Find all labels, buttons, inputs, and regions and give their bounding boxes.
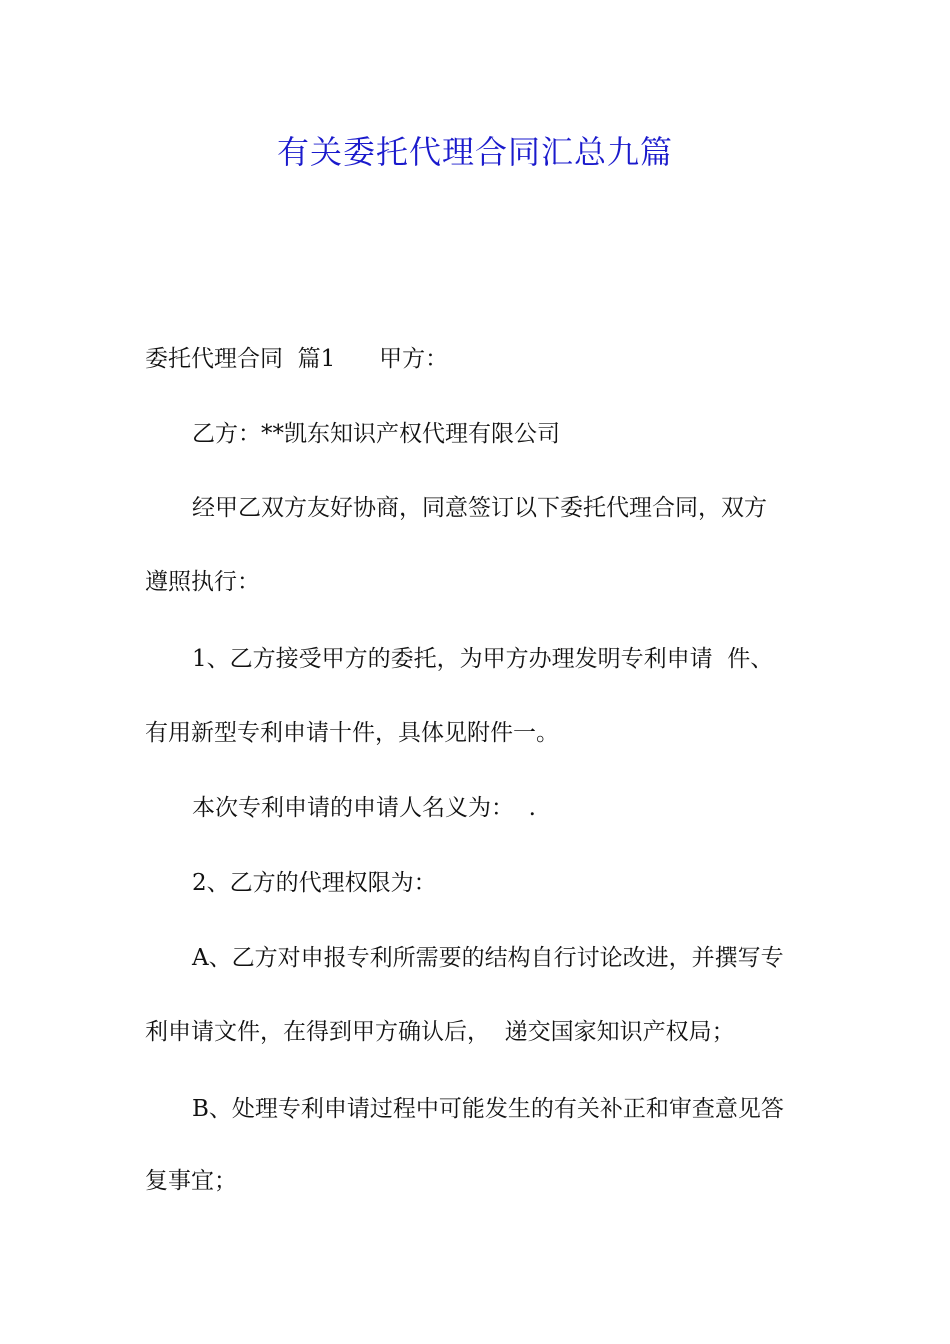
document-title: 有关委托代理合同汇总九篇	[276, 133, 673, 171]
body-line-8: 2、乙方的代理权限为：	[192, 870, 437, 896]
body-line-4: 遵照执行：	[145, 569, 260, 595]
body-line-5: 1、乙方接受甲方的委托，为甲方办理发明专利申请 件、	[192, 646, 774, 672]
body-line-12: 复事宜；	[145, 1168, 237, 1194]
body-line-9: A、乙方对申报专利所需要的结构自行讨论改进，并撰写专	[192, 945, 784, 971]
body-line-7: 本次专利申请的申请人名义为： .	[192, 795, 536, 821]
body-line-11: B、处理专利申请过程中可能发生的有关补正和审查意见答	[192, 1096, 784, 1122]
body-line-1: 委托代理合同 篇1 甲方：	[145, 346, 449, 372]
body-line-2: 乙方：**凯东知识产权代理有限公司	[192, 421, 560, 447]
body-line-10: 利申请文件，在得到甲方确认后， 递交国家知识产权局；	[145, 1019, 735, 1045]
body-line-3: 经甲乙双方友好协商，同意签订以下委托代理合同，双方	[192, 495, 767, 521]
body-line-6: 有用新型专利申请十件，具体见附件一。	[145, 720, 559, 746]
